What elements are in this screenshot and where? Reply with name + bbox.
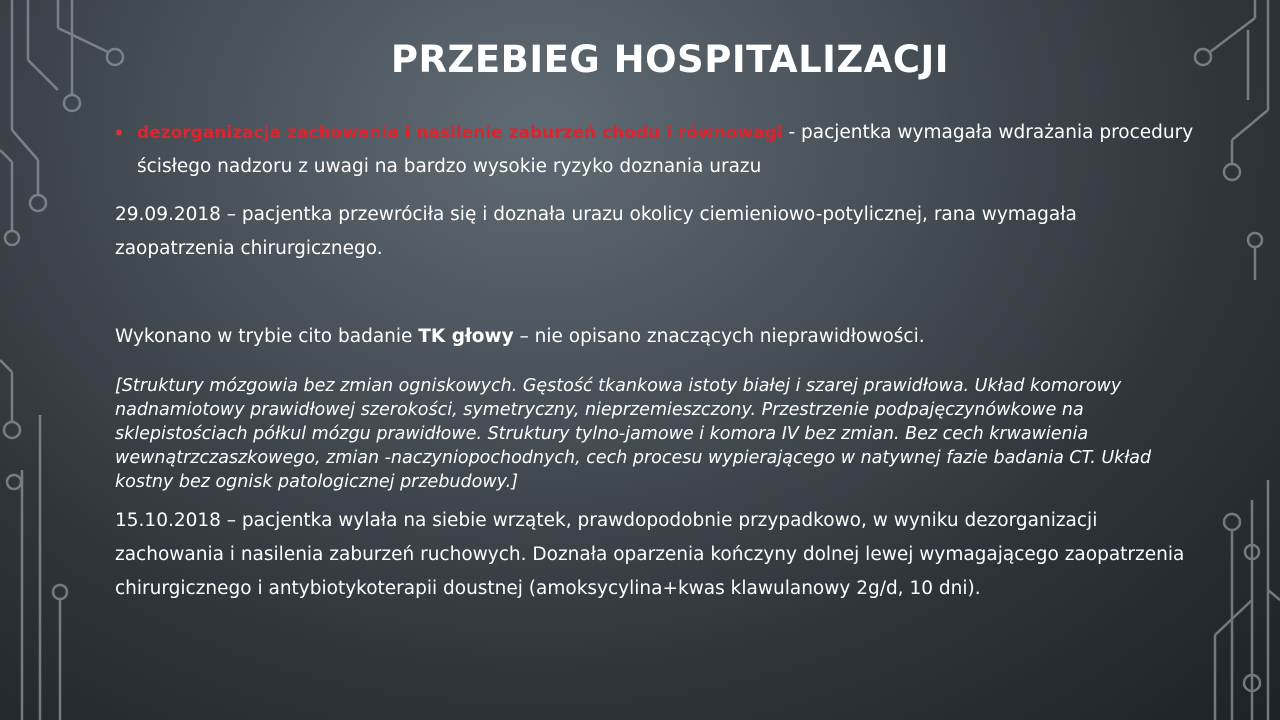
ct-text-after: – nie opisano znaczących nieprawidłowości.	[513, 326, 925, 347]
slide-body	[115, 116, 1195, 606]
bullet-text: - pacjentka wymagała wdrażania procedury ścisłego nadzoru z uwagi na bardzo wysokie ryzyko doznania urazu	[137, 122, 1194, 177]
paragraph-ct-exam	[115, 320, 1195, 354]
paragraph-fall-event: 29.09.2018 – pacjentka przewróciła się i doznała urazu okolicy ciemieniowo-potylicznej, rana wymagała zaopatrzenia chirurgicznego.	[115, 204, 1077, 259]
bullet-item	[115, 116, 1195, 184]
paragraph-burn-event: 15.10.2018 – pacjentka wylała na siebie wrzątek, prawdopodobnie przypadkowo, w wyniku dezorganizacji zachowania i nasilenia zaburzeń ruchowych. Doznała oparzenia kończyny dolnej lewej wymagającego zaopatrzenia chirurgicznego i antybiotykoterapii doustnej (amoksycylina+kwas klawulanowy 2g/d, 10 dni).	[115, 510, 1185, 599]
ct-report-quote: [Struktury mózgowia bez zmian ogniskowych. Gęstość tkankowa istoty białej i szarej prawidłowa. Układ komorowy nadnamiotowy prawidłowej szerokości, symetryczny, nieprzemieszczony. Przestrzenie podpajęczynówkowe na sklepistościach półkul mózgu prawidłowe. Struktury tylno-jamowe i komora IV bez zmian. Bez cech krwawienia wewnątrzczaszkowego, zmian -naczyniopochodnych, cech procesu wypierającego w natywnej fazie badania CT. Układ kostny bez ognisk patologicznej przebudowy.]	[115, 376, 1152, 492]
ct-text-bold: TK głowy	[418, 326, 514, 347]
bullet-dot-icon: •	[113, 121, 125, 145]
ct-text-before: Wykonano w trybie cito badanie	[115, 326, 419, 347]
bullet-highlight: dezorganizacja zachowania i nasilenie zaburzeń chodu i równowagi	[137, 123, 783, 143]
slide-title: PRZEBIEG HOSPITALIZACJI	[390, 38, 950, 81]
